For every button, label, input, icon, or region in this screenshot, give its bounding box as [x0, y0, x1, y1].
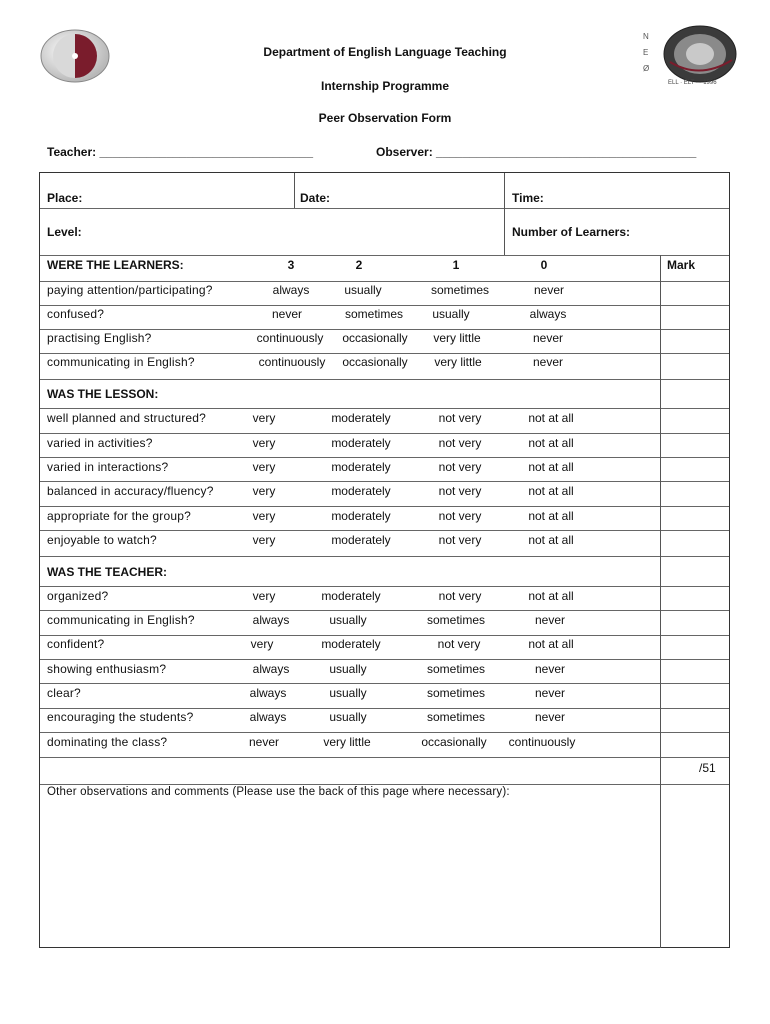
- option[interactable]: never: [532, 355, 564, 369]
- option[interactable]: sometimes: [426, 662, 485, 676]
- question: balanced in accuracy/fluency?: [47, 484, 214, 498]
- question: communicating in English?: [47, 355, 195, 369]
- option[interactable]: never: [534, 613, 566, 627]
- option[interactable]: always: [252, 613, 290, 627]
- date-field[interactable]: Date:: [300, 191, 331, 205]
- section-teacher-title: WAS THE TEACHER:: [47, 565, 167, 579]
- question: organized?: [47, 589, 109, 603]
- option[interactable]: sometimes: [426, 613, 485, 627]
- option[interactable]: not at all: [528, 589, 574, 603]
- question: varied in activities?: [47, 436, 153, 450]
- option[interactable]: sometimes: [426, 710, 485, 724]
- option[interactable]: very: [252, 411, 276, 425]
- option[interactable]: very: [252, 509, 276, 523]
- option[interactable]: always: [272, 283, 310, 297]
- option[interactable]: moderately: [331, 460, 391, 474]
- option[interactable]: never: [248, 735, 280, 749]
- option[interactable]: not at all: [528, 411, 574, 425]
- option[interactable]: continuously: [256, 331, 324, 345]
- question: confident?: [47, 637, 105, 651]
- option[interactable]: not very: [438, 533, 482, 547]
- option[interactable]: not at all: [528, 460, 574, 474]
- option[interactable]: usually: [432, 307, 470, 321]
- option[interactable]: always: [252, 662, 290, 676]
- logo-caption: ELL · ELT · · 1996: [668, 80, 717, 86]
- option[interactable]: sometimes: [430, 283, 489, 297]
- option[interactable]: continuously: [258, 355, 326, 369]
- option[interactable]: never: [534, 710, 566, 724]
- logo-letter-n: N: [643, 32, 649, 41]
- section-lesson-title: WAS THE LESSON:: [47, 387, 159, 401]
- option[interactable]: moderately: [321, 589, 381, 603]
- option[interactable]: not at all: [528, 637, 574, 651]
- option[interactable]: not very: [438, 509, 482, 523]
- option[interactable]: very: [252, 484, 276, 498]
- option[interactable]: usually: [329, 710, 367, 724]
- option[interactable]: not very: [437, 637, 481, 651]
- option[interactable]: moderately: [331, 411, 391, 425]
- scale-2: 2: [355, 258, 363, 272]
- option[interactable]: usually: [329, 613, 367, 627]
- department-title: Department of English Language Teaching: [263, 45, 507, 59]
- question: varied in interactions?: [47, 460, 169, 474]
- question: paying attention/participating?: [47, 283, 213, 297]
- question: encouraging the students?: [47, 710, 194, 724]
- section-learners-title: WERE THE LEARNERS:: [47, 258, 184, 272]
- option[interactable]: occasionally: [342, 331, 408, 345]
- observer-field[interactable]: Observer: _______________________________________: [376, 145, 697, 159]
- option[interactable]: occasionally: [342, 355, 408, 369]
- option[interactable]: not very: [438, 484, 482, 498]
- question: showing enthusiasm?: [47, 662, 167, 676]
- comments-label[interactable]: Other observations and comments (Please use the back of this page where necessary):: [47, 786, 510, 798]
- option[interactable]: moderately: [321, 637, 381, 651]
- option[interactable]: very little: [434, 355, 482, 369]
- question: clear?: [47, 686, 81, 700]
- option[interactable]: usually: [344, 283, 382, 297]
- option[interactable]: very: [250, 637, 274, 651]
- teacher-field[interactable]: Teacher: ________________________________: [47, 145, 314, 159]
- programme-title: Internship Programme: [320, 79, 450, 93]
- option[interactable]: very: [252, 460, 276, 474]
- option[interactable]: not very: [438, 589, 482, 603]
- option[interactable]: not very: [438, 436, 482, 450]
- option[interactable]: not at all: [528, 436, 574, 450]
- option[interactable]: always: [249, 710, 287, 724]
- question: dominating the class?: [47, 735, 168, 749]
- option[interactable]: not at all: [528, 533, 574, 547]
- option[interactable]: always: [529, 307, 567, 321]
- total-score: /51: [699, 761, 716, 775]
- place-field[interactable]: Place:: [47, 191, 83, 205]
- option[interactable]: very: [252, 436, 276, 450]
- option[interactable]: always: [249, 686, 287, 700]
- option[interactable]: very: [252, 589, 276, 603]
- question: practising English?: [47, 331, 152, 345]
- question: communicating in English?: [47, 613, 195, 627]
- option[interactable]: sometimes: [344, 307, 403, 321]
- option[interactable]: very little: [323, 735, 371, 749]
- time-field[interactable]: Time:: [512, 191, 544, 205]
- scale-3: 3: [287, 258, 295, 272]
- option[interactable]: not at all: [528, 509, 574, 523]
- question: well planned and structured?: [47, 411, 207, 425]
- form-title: Peer Observation Form: [318, 111, 452, 125]
- option[interactable]: never: [532, 331, 564, 345]
- option[interactable]: never: [534, 662, 566, 676]
- question: enjoyable to watch?: [47, 533, 157, 547]
- question: appropriate for the group?: [47, 509, 191, 523]
- level-field[interactable]: Level:: [47, 225, 82, 239]
- option[interactable]: never: [534, 686, 566, 700]
- option[interactable]: never: [533, 283, 565, 297]
- option[interactable]: occasionally: [421, 735, 487, 749]
- learners-count-field[interactable]: Number of Learners:: [512, 225, 631, 239]
- logo-letter-e: E: [643, 48, 649, 57]
- option[interactable]: very: [252, 533, 276, 547]
- option[interactable]: moderately: [331, 484, 391, 498]
- option[interactable]: continuously: [508, 735, 576, 749]
- option[interactable]: moderately: [331, 509, 391, 523]
- scale-0: 0: [540, 258, 548, 272]
- logo-letter-r: Ø: [643, 64, 650, 73]
- option[interactable]: not very: [438, 460, 482, 474]
- option[interactable]: moderately: [331, 436, 391, 450]
- option[interactable]: never: [271, 307, 303, 321]
- option[interactable]: not at all: [528, 484, 574, 498]
- option[interactable]: moderately: [331, 533, 391, 547]
- mark-header: Mark: [667, 258, 696, 272]
- option[interactable]: usually: [329, 686, 367, 700]
- question: confused?: [47, 307, 105, 321]
- option[interactable]: very little: [433, 331, 481, 345]
- option[interactable]: not very: [438, 411, 482, 425]
- option[interactable]: usually: [329, 662, 367, 676]
- option[interactable]: sometimes: [426, 686, 485, 700]
- scale-1: 1: [452, 258, 460, 272]
